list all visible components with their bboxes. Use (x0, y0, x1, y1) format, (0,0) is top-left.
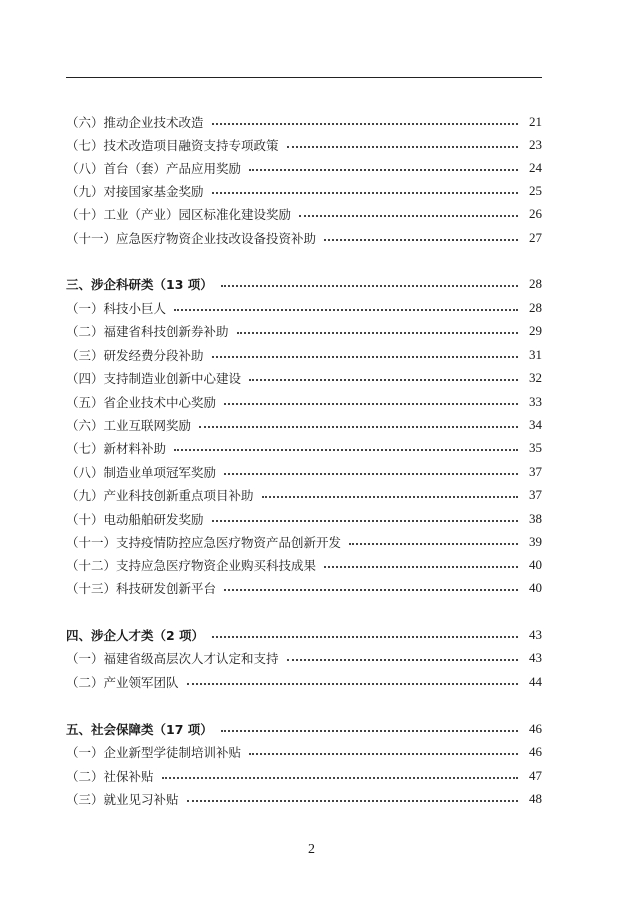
toc-entry-page: 38 (529, 511, 542, 526)
toc-leader-dots (174, 308, 518, 311)
toc-leader-dots (349, 542, 518, 545)
toc-entry-page: 23 (529, 137, 542, 152)
toc-entry[interactable] (66, 321, 542, 341)
toc-entry[interactable] (66, 532, 542, 552)
toc-entry-label: （五）省企业技术中心奖励 (66, 395, 217, 410)
toc-leader-dots (212, 355, 518, 358)
toc-entry-label: （三）研发经费分段补助 (66, 348, 204, 363)
toc-entry-label: （三）就业见习补贴 (66, 792, 179, 807)
toc-leader-dots (174, 448, 518, 451)
toc-heading-label: 五、社会保障类（17 项） (66, 722, 213, 737)
toc-leader-dots (221, 729, 518, 732)
toc-entry[interactable] (66, 135, 542, 155)
toc-entry-page: 47 (529, 768, 542, 783)
toc-entry[interactable] (66, 181, 542, 201)
toc-entry-page: 37 (529, 487, 542, 502)
toc-entry-page: 24 (529, 160, 542, 175)
toc-heading-page: 28 (529, 276, 542, 291)
toc-entry-label: （一）福建省级高层次人才认定和支持 (66, 651, 279, 666)
toc-entry-label: （二）社保补贴 (66, 769, 154, 784)
toc-entry-page: 39 (529, 534, 542, 549)
toc-entry-label: （四）支持制造业创新中心建设 (66, 371, 242, 386)
toc-entry-label: （七）技术改造项目融资支持专项政策 (66, 138, 279, 153)
toc-leader-dots (249, 168, 518, 171)
toc-entry-page: 26 (529, 206, 542, 221)
toc-entry-page: 44 (529, 674, 542, 689)
toc-entry-page: 34 (529, 417, 542, 432)
toc-leader-dots (224, 402, 518, 405)
toc-entry[interactable] (66, 438, 542, 458)
toc-heading-label: 四、涉企人才类（2 项） (66, 628, 205, 643)
toc-entry[interactable] (66, 789, 542, 809)
toc-entry[interactable] (66, 228, 542, 248)
toc-entry-label: （十一）应急医疗物资企业技改设备投资补助 (66, 231, 317, 246)
toc-leader-dots (287, 145, 518, 148)
toc-leader-dots (187, 799, 518, 802)
toc-section-heading[interactable] (66, 274, 542, 294)
toc-entry-label: （十）电动船舶研发奖励 (66, 512, 204, 527)
toc-entry-page: 27 (529, 230, 542, 245)
toc-leader-dots (224, 472, 518, 475)
toc-entry-label: （八）首台（套）产品应用奖励 (66, 161, 242, 176)
toc-leader-dots (237, 331, 518, 334)
toc-entry[interactable] (66, 462, 542, 482)
toc-entry[interactable] (66, 345, 542, 365)
toc-leader-dots (187, 682, 518, 685)
toc-entry[interactable] (66, 648, 542, 668)
toc-section-heading[interactable] (66, 625, 542, 645)
toc-entry-label: （十一）支持疫情防控应急医疗物资产品创新开发 (66, 535, 342, 550)
toc-leader-dots (262, 495, 518, 498)
toc-entry-page: 29 (529, 323, 542, 338)
toc-entry-page: 28 (529, 300, 542, 315)
toc-entry[interactable] (66, 368, 542, 388)
toc-entry[interactable] (66, 392, 542, 412)
toc-leader-dots (221, 284, 518, 287)
toc-entry[interactable] (66, 555, 542, 575)
toc-entry-label: （二）产业领军团队 (66, 675, 179, 690)
toc-leader-dots (212, 122, 518, 125)
toc-entry[interactable] (66, 578, 542, 598)
toc-entry-page: 37 (529, 464, 542, 479)
toc-entry[interactable] (66, 298, 542, 318)
toc-entry-page: 35 (529, 440, 542, 455)
toc-entry[interactable] (66, 204, 542, 224)
toc-leader-dots (212, 191, 518, 194)
toc-entry-page: 25 (529, 183, 542, 198)
toc-section-heading[interactable] (66, 719, 542, 739)
toc-entry-page: 40 (529, 557, 542, 572)
toc-leader-dots (324, 238, 518, 241)
toc-entry-label: （一）科技小巨人 (66, 301, 167, 316)
toc-entry-label: （九）产业科技创新重点项目补助 (66, 488, 254, 503)
toc-entry-page: 46 (529, 744, 542, 759)
toc-entry-label: （二）福建省科技创新券补助 (66, 324, 229, 339)
toc-entry-label: （七）新材料补助 (66, 441, 167, 456)
toc-entry-label: （一）企业新型学徒制培训补贴 (66, 745, 242, 760)
toc-entry-label: （十三）科技研发创新平台 (66, 581, 217, 596)
toc-entry-label: （十）工业（产业）园区标准化建设奖励 (66, 207, 292, 222)
toc-leader-dots (249, 752, 518, 755)
toc-entry-page: 31 (529, 347, 542, 362)
toc-entry[interactable] (66, 509, 542, 529)
toc-entry-page: 33 (529, 394, 542, 409)
toc-entry-label: （六）推动企业技术改造 (66, 115, 204, 130)
toc-leader-dots (224, 588, 518, 591)
toc-entry[interactable] (66, 158, 542, 178)
toc-entry-label: （八）制造业单项冠军奖励 (66, 465, 217, 480)
toc-entry-page: 43 (529, 650, 542, 665)
toc-entry[interactable] (66, 415, 542, 435)
toc-heading-page: 46 (529, 721, 542, 736)
toc-entry[interactable] (66, 485, 542, 505)
toc-entry[interactable] (66, 672, 542, 692)
toc-leader-dots (299, 214, 518, 217)
toc-leader-dots (162, 776, 518, 779)
toc-entry-label: （六）工业互联网奖励 (66, 418, 192, 433)
header-rule (66, 77, 542, 78)
toc-leader-dots (324, 565, 518, 568)
toc-leader-dots (199, 425, 518, 428)
toc-entry[interactable] (66, 742, 542, 762)
toc-heading-label: 三、涉企科研类（13 项） (66, 277, 213, 292)
toc-entry[interactable] (66, 766, 542, 786)
toc-entry-label: （九）对接国家基金奖励 (66, 184, 204, 199)
toc-leader-dots (249, 378, 518, 381)
toc-leader-dots (212, 635, 518, 638)
toc-entry-page: 40 (529, 580, 542, 595)
toc-entry-label: （十二）支持应急医疗物资企业购买科技成果 (66, 558, 317, 573)
toc-entry-page: 21 (529, 114, 542, 129)
toc-entry[interactable] (66, 112, 542, 132)
toc-entry-page: 32 (529, 370, 542, 385)
toc-leader-dots (287, 658, 518, 661)
toc-entry-page: 48 (529, 791, 542, 806)
toc-heading-page: 43 (529, 627, 542, 642)
page-number: 2 (308, 842, 315, 857)
toc-leader-dots (212, 519, 518, 522)
